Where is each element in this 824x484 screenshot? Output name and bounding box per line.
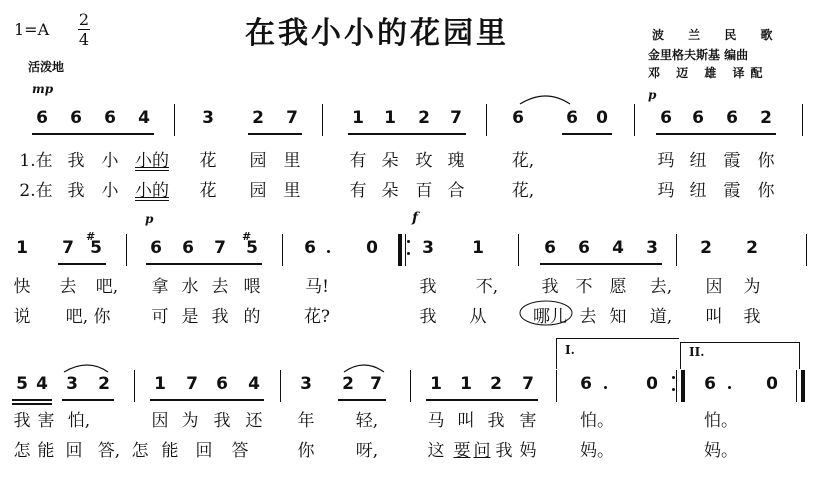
lyric: 愿 bbox=[609, 277, 627, 297]
lyric: 吧, bbox=[95, 277, 119, 297]
note: 6 bbox=[580, 374, 592, 394]
lyric: 你 bbox=[757, 151, 775, 171]
lyric: 2.在 bbox=[19, 181, 53, 201]
lyric: 怕。 bbox=[580, 411, 614, 431]
lyric: 我 bbox=[487, 411, 505, 431]
lyric: 朵 bbox=[381, 151, 399, 171]
note: 5 bbox=[246, 238, 258, 258]
lyric: 吧, bbox=[65, 307, 89, 327]
lyric: 叫 bbox=[457, 411, 475, 431]
lyric: 合 bbox=[447, 181, 465, 201]
note: 6 bbox=[726, 108, 738, 128]
lyric: 因 bbox=[151, 411, 169, 431]
dynamic-p-2: p bbox=[145, 212, 154, 226]
note: 7 bbox=[522, 374, 534, 394]
note: 3 bbox=[646, 238, 658, 258]
lyric: 叫 bbox=[705, 307, 723, 327]
lyric: 玛 bbox=[657, 181, 675, 201]
lyric: 花, bbox=[511, 151, 535, 171]
lyric: 去 bbox=[211, 277, 229, 297]
lyric: 喂 bbox=[243, 277, 261, 297]
lyric: 问 bbox=[473, 441, 491, 461]
lyric: 哪儿 bbox=[533, 307, 567, 327]
lyric: 答 bbox=[231, 441, 249, 461]
lyric: 能 bbox=[37, 441, 55, 461]
lyric: 花 bbox=[199, 181, 217, 201]
note: 1 bbox=[430, 374, 442, 394]
lyric: 园 bbox=[249, 151, 267, 171]
lyric: 还 bbox=[245, 411, 263, 431]
note: 2 bbox=[746, 238, 758, 258]
note: 7 bbox=[62, 238, 74, 258]
lyric: 瑰 bbox=[447, 151, 465, 171]
lyric: 纽 bbox=[689, 181, 707, 201]
note: 3 bbox=[66, 374, 78, 394]
note: 7 bbox=[450, 108, 462, 128]
time-signature: 2 4 bbox=[78, 10, 90, 49]
lyric: 园 bbox=[249, 181, 267, 201]
note: 6 bbox=[692, 108, 704, 128]
lyric: 怎 bbox=[13, 441, 31, 461]
note: 6 bbox=[36, 108, 48, 128]
note: 0 bbox=[766, 374, 778, 394]
note: 4 bbox=[248, 374, 260, 394]
first-ending-label: I. bbox=[565, 343, 575, 357]
lyric: 小的 bbox=[135, 151, 169, 171]
note: 6 bbox=[304, 238, 316, 258]
note: 2 bbox=[252, 108, 264, 128]
lyric: 花? bbox=[303, 307, 331, 327]
lyric: 回 bbox=[195, 441, 213, 461]
lyric: 1.在 bbox=[19, 151, 53, 171]
lyric: 能 bbox=[161, 441, 179, 461]
note: 1 bbox=[384, 108, 396, 128]
note: 6 bbox=[512, 108, 524, 128]
note: 6 bbox=[70, 108, 82, 128]
lyric: 妈。 bbox=[704, 441, 738, 461]
lyric: 去 bbox=[579, 307, 597, 327]
lyric: 是 bbox=[181, 307, 199, 327]
note: 2 bbox=[98, 374, 110, 394]
note: 2 bbox=[700, 238, 712, 258]
lyric: 有 bbox=[349, 181, 367, 201]
lyric: 里 bbox=[283, 151, 301, 171]
lyric: 道, bbox=[649, 307, 673, 327]
lyric: 我 bbox=[213, 411, 231, 431]
note: 7 bbox=[286, 108, 298, 128]
lyric: 我 bbox=[211, 307, 229, 327]
lyric: 怕。 bbox=[704, 411, 738, 431]
note: 2 bbox=[490, 374, 502, 394]
note: 7 bbox=[186, 374, 198, 394]
slur bbox=[344, 365, 384, 372]
second-ending-label: II. bbox=[689, 345, 705, 359]
lyric: 小 bbox=[101, 181, 119, 201]
note: 7 bbox=[370, 374, 382, 394]
lyric: 呀, bbox=[355, 441, 379, 461]
note: 6 bbox=[566, 108, 578, 128]
note: 0 bbox=[646, 374, 658, 394]
note: 4 bbox=[138, 108, 150, 128]
lyric: 怕, bbox=[67, 411, 91, 431]
lyric: 我 bbox=[419, 277, 437, 297]
note: 0 bbox=[596, 108, 608, 128]
lyric: 有 bbox=[349, 151, 367, 171]
lyric: 拿 bbox=[151, 277, 169, 297]
lyric: 从 bbox=[469, 307, 487, 327]
lyric: 妈 bbox=[519, 441, 537, 461]
lyric: 小 bbox=[101, 151, 119, 171]
note: 6 bbox=[544, 238, 556, 258]
tie bbox=[520, 96, 570, 104]
note: 5 bbox=[16, 374, 28, 394]
sharp-sign: # bbox=[242, 230, 252, 243]
lyric: 回 bbox=[65, 441, 83, 461]
credit-translator: 邓 迈 雄 译配 bbox=[648, 66, 769, 80]
lyric: 你 bbox=[93, 307, 111, 327]
note: 6 bbox=[182, 238, 194, 258]
note: 4 bbox=[36, 374, 48, 394]
lyric: 纽 bbox=[689, 151, 707, 171]
lyric: 为 bbox=[181, 411, 199, 431]
song-title: 在我小小的花园里 bbox=[245, 16, 509, 51]
lyric: 霞 bbox=[723, 181, 741, 201]
note: 3 bbox=[202, 108, 214, 128]
lyric: 要 bbox=[453, 441, 471, 461]
lyric: 我 bbox=[743, 307, 761, 327]
note: 6 bbox=[578, 238, 590, 258]
lyric: 不 bbox=[575, 277, 593, 297]
note: 6 bbox=[660, 108, 672, 128]
lyric: 的 bbox=[243, 307, 261, 327]
note: 1 bbox=[460, 374, 472, 394]
lyric: 轻, bbox=[355, 411, 379, 431]
note: 6 bbox=[150, 238, 162, 258]
note: 3 bbox=[300, 374, 312, 394]
lyric: 去, bbox=[649, 277, 673, 297]
lyric: 答, bbox=[97, 441, 121, 461]
lyric: 你 bbox=[297, 441, 315, 461]
lyric: 因 bbox=[705, 277, 723, 297]
lyric: 知 bbox=[609, 307, 627, 327]
key-signature: 1=A bbox=[14, 20, 50, 39]
lyric: 去 bbox=[59, 277, 77, 297]
note: 1 bbox=[154, 374, 166, 394]
note: 1 bbox=[352, 108, 364, 128]
note: 0 bbox=[366, 238, 378, 258]
credit-arranger: 金里格夫斯基 编曲 bbox=[648, 48, 749, 62]
lyric: 年 bbox=[297, 411, 315, 431]
note: 2 bbox=[418, 108, 430, 128]
lyric: 快 bbox=[13, 277, 31, 297]
note: 6 bbox=[704, 374, 716, 394]
note: 5 bbox=[90, 238, 102, 258]
dynamic-p-1: p bbox=[648, 88, 657, 102]
note: 7 bbox=[214, 238, 226, 258]
lyric: 玫 bbox=[415, 151, 433, 171]
lyric: 可 bbox=[151, 307, 169, 327]
lyric: 妈。 bbox=[580, 441, 614, 461]
lyric: 我 bbox=[67, 151, 85, 171]
lyric: 害 bbox=[37, 411, 55, 431]
sharp-sign: # bbox=[86, 230, 96, 243]
lyric: 马! bbox=[305, 277, 329, 297]
lyric: 霞 bbox=[723, 151, 741, 171]
lyric: 里 bbox=[283, 181, 301, 201]
lyric-circle bbox=[520, 301, 572, 325]
note: 6 bbox=[216, 374, 228, 394]
note: 1 bbox=[472, 238, 484, 258]
dynamic-mp: mp bbox=[32, 82, 54, 96]
lyric: 我 bbox=[13, 411, 31, 431]
note: 1 bbox=[16, 238, 28, 258]
lyric: 为 bbox=[743, 277, 761, 297]
note: 4 bbox=[612, 238, 624, 258]
lyric: 你 bbox=[757, 181, 775, 201]
lyric: 百 bbox=[415, 181, 433, 201]
note: 2 bbox=[342, 374, 354, 394]
lyric: 马 bbox=[427, 411, 445, 431]
credit-origin: 波 兰 民 歌 bbox=[652, 28, 783, 42]
note: 2 bbox=[760, 108, 772, 128]
lyric: 害 bbox=[519, 411, 537, 431]
dynamic-f: f bbox=[412, 210, 419, 226]
lyric: 我 bbox=[67, 181, 85, 201]
lyric: 怎 bbox=[131, 441, 149, 461]
lyric: 玛 bbox=[657, 151, 675, 171]
lyric: 花 bbox=[199, 151, 217, 171]
lyric: 水 bbox=[181, 277, 199, 297]
lyric: 说 bbox=[13, 307, 31, 327]
slur bbox=[64, 365, 108, 372]
lyric: 我 bbox=[541, 277, 559, 297]
lyric: 花, bbox=[511, 181, 535, 201]
lyric: 我 bbox=[419, 307, 437, 327]
lyric: 这 bbox=[427, 441, 445, 461]
lyric: 我 bbox=[495, 441, 513, 461]
note: 6 bbox=[104, 108, 116, 128]
lyric: 不, bbox=[475, 277, 499, 297]
tempo-marking: 活泼地 bbox=[28, 60, 65, 74]
lyric: 朵 bbox=[381, 181, 399, 201]
note: 3 bbox=[422, 238, 434, 258]
lyric: 小的 bbox=[135, 181, 169, 201]
